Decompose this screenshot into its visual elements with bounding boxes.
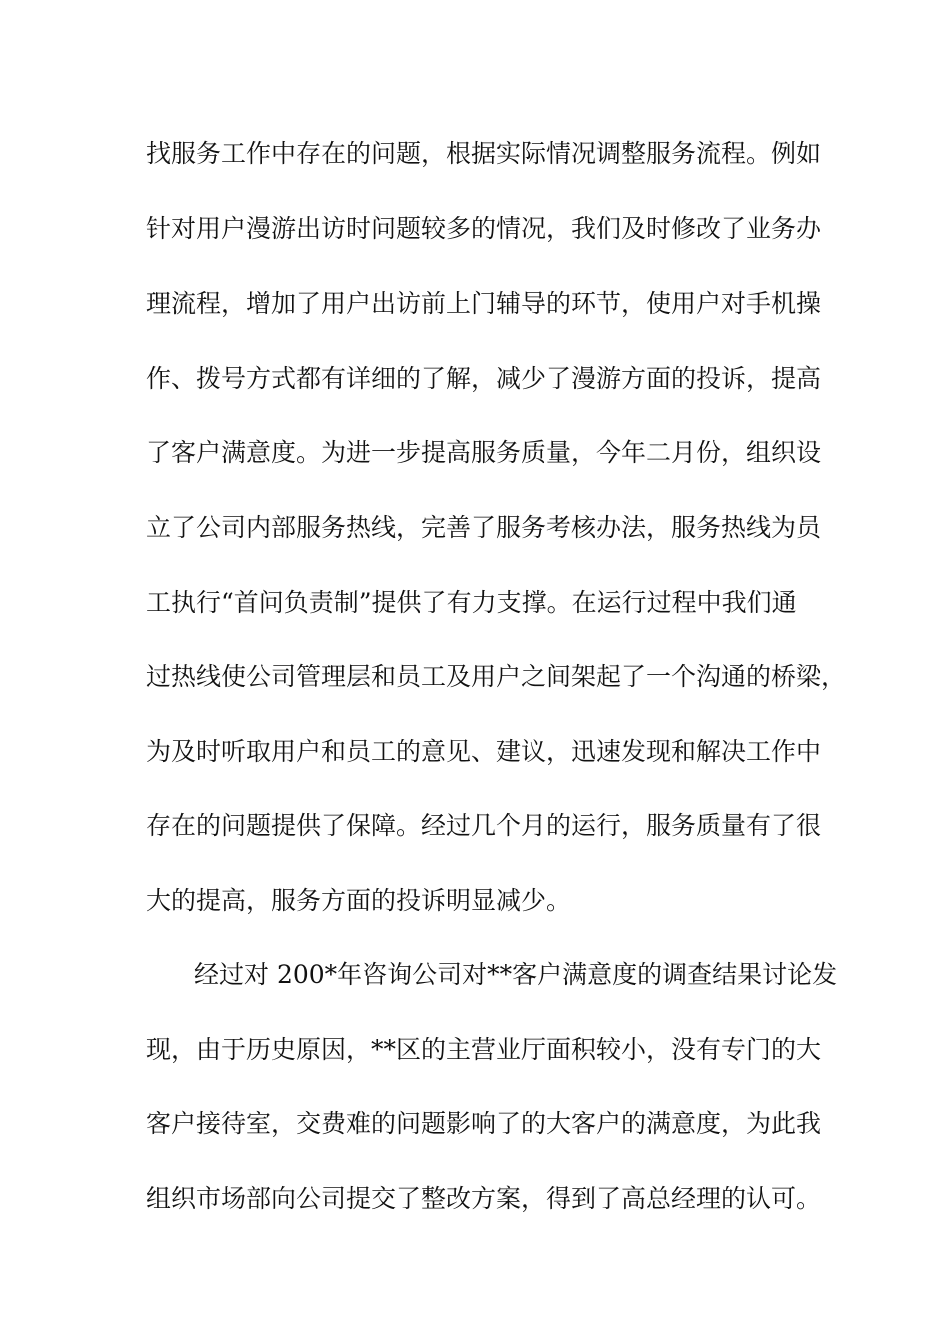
text-line: 经过对 200*年咨询公司对**客户满意度的调查结果讨论发 xyxy=(194,960,838,989)
text-line: 工执行“首问负责制”提供了有力支撑。在运行过程中我们通 xyxy=(146,588,797,617)
text-line: 客户接待室，交费难的问题影响了的大客户的满意度，为此我 xyxy=(146,1109,822,1138)
text-line: 了客户满意度。为进一步提高服务质量，今年二月份，组织设 xyxy=(146,438,822,467)
text-line: 组织市场部向公司提交了整改方案，得到了高总经理的认可。 xyxy=(146,1184,822,1213)
text-line: 大的提高，服务方面的投诉明显减少。 xyxy=(146,886,572,915)
text-line: 现，由于历史原因，**区的主营业厅面积较小，没有专门的大 xyxy=(146,1035,822,1064)
text-line: 找服务工作中存在的问题，根据实际情况调整服务流程。例如 xyxy=(146,139,822,168)
text-line: 过热线使公司管理层和员工及用户之间架起了一个沟通的桥梁， xyxy=(146,662,847,691)
text-line: 为及时听取用户和员工的意见、建议，迅速发现和解决工作中 xyxy=(146,737,822,766)
text-line: 理流程，增加了用户出访前上门辅导的环节，使用户对手机操 xyxy=(146,289,822,318)
text-line: 立了公司内部服务热线，完善了服务考核办法，服务热线为员 xyxy=(146,513,822,542)
text-line: 作、拨号方式都有详细的了解，减少了漫游方面的投诉，提高 xyxy=(146,364,822,393)
text-line: 针对用户漫游出访时问题较多的情况，我们及时修改了业务办 xyxy=(146,214,822,243)
text-line: 存在的问题提供了保障。经过几个月的运行，服务质量有了很 xyxy=(146,811,822,840)
